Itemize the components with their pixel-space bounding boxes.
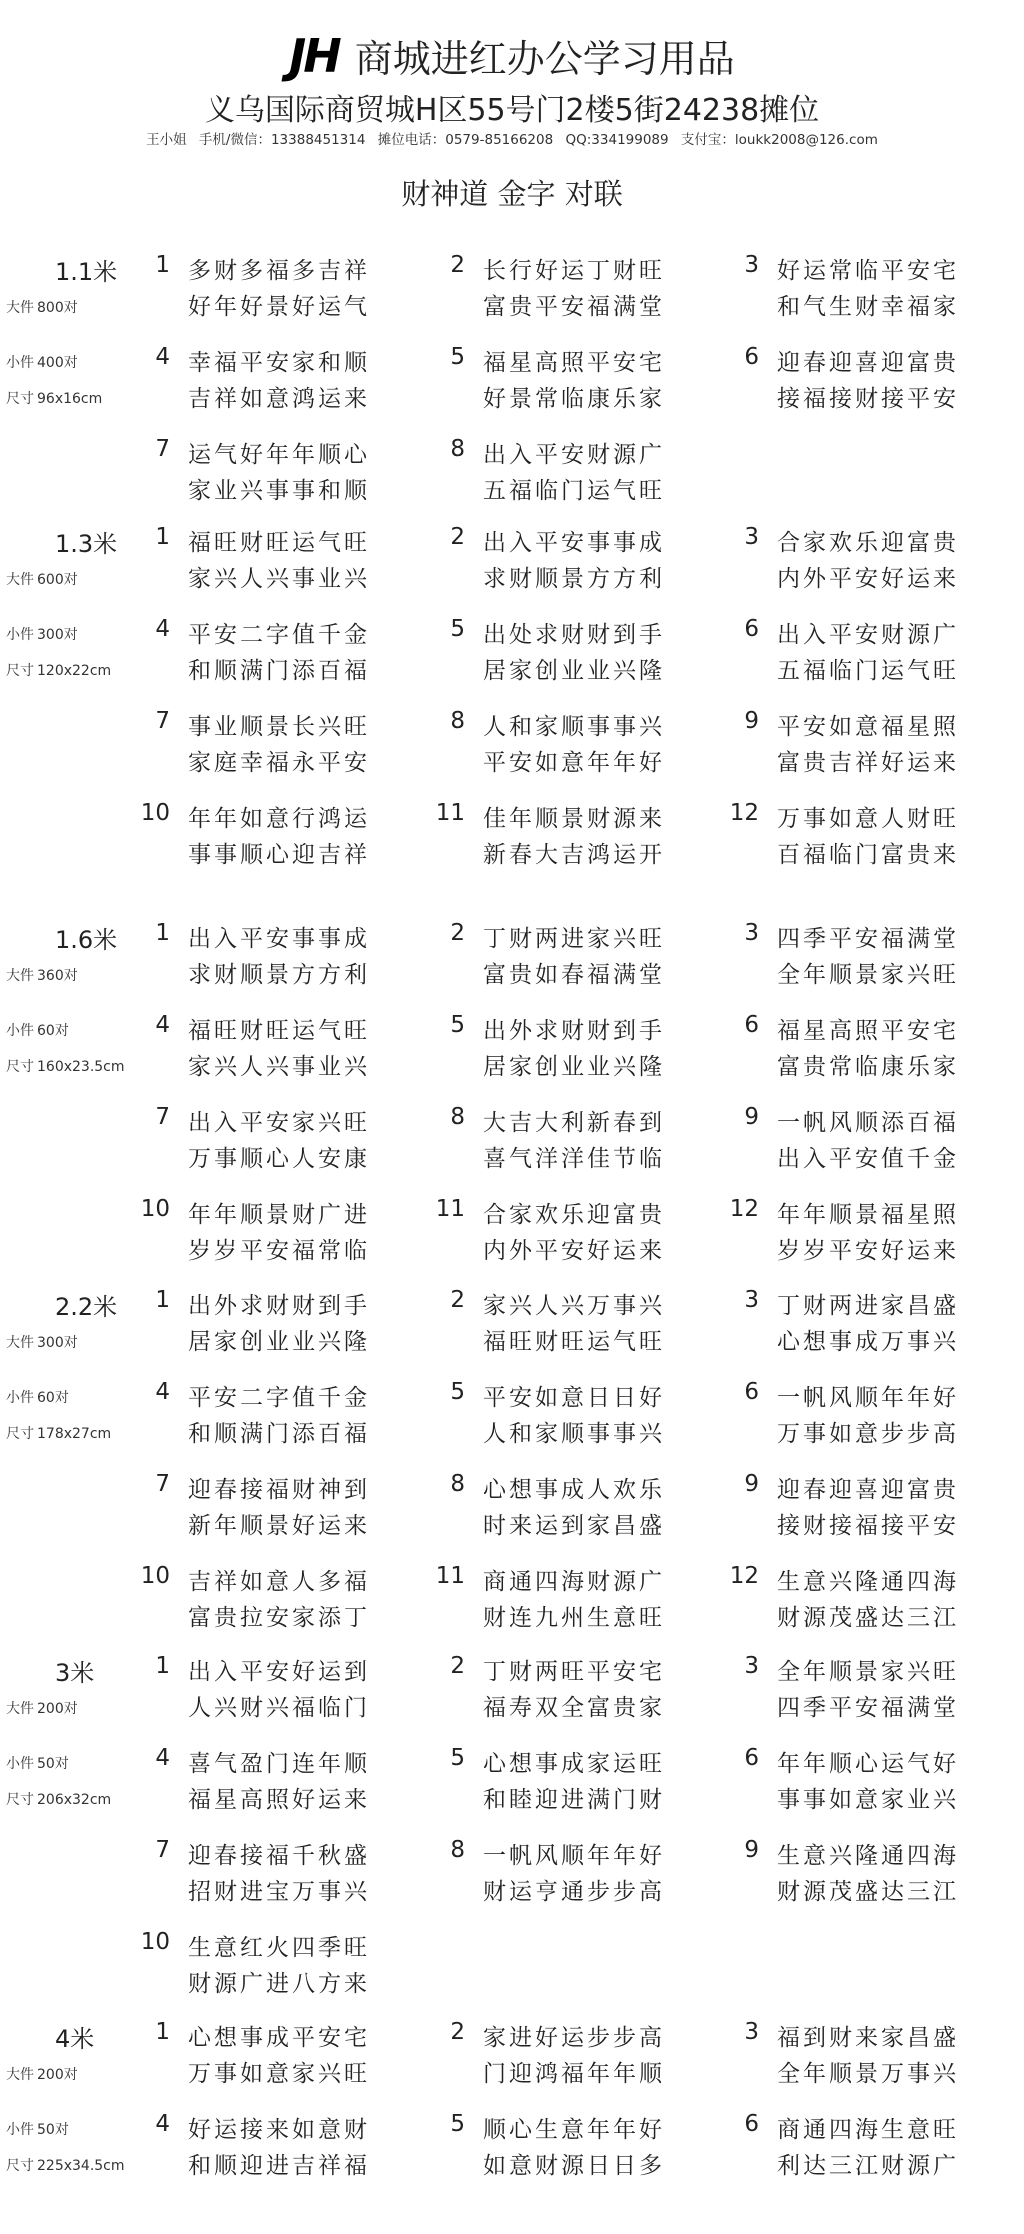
big-quantity-row: [6, 1698, 78, 1718]
shop-address: 义乌国际商贸城H区55号门2楼5街24238摊位: [204, 93, 820, 128]
couplet-number: 5: [450, 344, 465, 370]
small-quantity-label: 小件: [6, 2122, 34, 2138]
couplet-first-line: 好运常临平安宅: [777, 258, 959, 284]
couplet-first-line: 幸福平安家和顺: [188, 350, 370, 376]
couplet-number: 4: [155, 344, 170, 370]
couplet-first-line: 迎春迎喜迎富贵: [777, 350, 959, 376]
couplet-number: 2: [450, 524, 465, 550]
couplet-number: 8: [450, 1471, 465, 1497]
small-quantity-row: [6, 1387, 69, 1407]
dimension-label: 尺寸: [6, 1792, 34, 1808]
couplet-second-line: 家兴人兴事业兴: [188, 1054, 370, 1080]
couplet-number: 4: [155, 1379, 170, 1405]
couplet-number: 1: [155, 252, 170, 278]
couplet-first-line: 出外求财财到手: [483, 1018, 665, 1044]
couplet-number: 6: [744, 1379, 759, 1405]
dimension-row: [6, 388, 102, 408]
small-quantity-value: 400对: [37, 355, 78, 371]
dimension-value: 206x32cm: [37, 1792, 112, 1808]
couplet-second-line: 平安如意年年好: [483, 750, 665, 776]
couplet-second-line: 和顺满门添百福: [188, 1421, 370, 1447]
couplet-second-line: 万事顺心人安康: [188, 1146, 370, 1172]
couplet-second-line: 全年顺景万事兴: [777, 2061, 959, 2087]
couplet-second-line: 事事顺心迎吉祥: [188, 842, 370, 868]
couplet-second-line: 和睦迎进满门财: [483, 1787, 665, 1813]
couplet-first-line: 一帆风顺年年好: [777, 1385, 959, 1411]
page-header: [0, 0, 1024, 220]
small-quantity-row: [6, 1020, 69, 1040]
big-quantity-row: [6, 965, 78, 985]
couplet-first-line: 长行好运丁财旺: [483, 258, 665, 284]
couplet-number: 1: [155, 2019, 170, 2045]
couplet-first-line: 迎春接福财神到: [188, 1477, 370, 1503]
couplet-second-line: 财源茂盛达三江: [777, 1879, 959, 1905]
small-quantity-value: 60对: [37, 1390, 69, 1406]
couplet-first-line: 多财多福多吉祥: [188, 258, 370, 284]
small-quantity-row: [6, 2119, 69, 2139]
big-quantity-label: 大件: [6, 968, 34, 984]
couplet-second-line: 如意财源日日多: [483, 2153, 665, 2179]
dimension-value: 178x27cm: [37, 1426, 112, 1442]
big-quantity-label: 大件: [6, 2067, 34, 2083]
couplet-number: 7: [155, 1837, 170, 1863]
couplet-first-line: 生意兴隆通四海: [777, 1569, 959, 1595]
small-quantity-value: 50对: [37, 1756, 69, 1772]
couplet-number: 4: [155, 1012, 170, 1038]
couplet-first-line: 运气好年年顺心: [188, 442, 370, 468]
couplet-first-line: 出外求财财到手: [188, 1293, 370, 1319]
couplet-first-line: 佳年顺景财源来: [483, 806, 665, 832]
couplet-first-line: 丁财两进家昌盛: [777, 1293, 959, 1319]
couplet-second-line: 心想事成万事兴: [777, 1329, 959, 1355]
couplet-first-line: 年年顺心运气好: [777, 1751, 959, 1777]
couplet-first-line: 福星高照平安宅: [483, 350, 665, 376]
couplet-second-line: 和气生财幸福家: [777, 294, 959, 320]
document-title: 财神道 金字 对联: [401, 177, 623, 211]
couplet-second-line: 内外平安好运来: [777, 566, 959, 592]
couplet-first-line: 平安如意福星照: [777, 714, 959, 740]
brand-row: [0, 28, 1024, 83]
small-quantity-label: 小件: [6, 627, 34, 643]
couplet-second-line: 出入平安值千金: [777, 1146, 959, 1172]
contact-line: [0, 128, 1024, 148]
couplet-number: 8: [450, 1104, 465, 1130]
couplet-second-line: 事事如意家业兴: [777, 1787, 959, 1813]
couplet-second-line: 五福临门运气旺: [483, 478, 665, 504]
couplet-second-line: 利达三江财源广: [777, 2153, 959, 2179]
dimension-row: [6, 660, 111, 680]
couplet-first-line: 生意兴隆通四海: [777, 1843, 959, 1869]
big-quantity-label: 大件: [6, 1335, 34, 1351]
couplet-number: 2: [450, 2019, 465, 2045]
couplet-second-line: 家庭幸福永平安: [188, 750, 370, 776]
couplet-number: 5: [450, 2111, 465, 2137]
couplet-number: 1: [155, 920, 170, 946]
couplet-second-line: 福寿双全富贵家: [483, 1695, 665, 1721]
couplet-second-line: 招财进宝万事兴: [188, 1879, 370, 1905]
couplet-first-line: 心想事成家运旺: [483, 1751, 665, 1777]
couplet-second-line: 人兴财兴福临门: [188, 1695, 370, 1721]
couplet-number: 7: [155, 436, 170, 462]
couplet-second-line: 富贵常临康乐家: [777, 1054, 959, 1080]
couplet-second-line: 和顺迎进吉祥福: [188, 2153, 370, 2179]
dimension-label: 尺寸: [6, 1426, 34, 1442]
couplet-number: 11: [435, 800, 465, 826]
couplet-number: 1: [155, 1287, 170, 1313]
couplet-first-line: 大吉大利新春到: [483, 1110, 665, 1136]
couplet-first-line: 事业顺景长兴旺: [188, 714, 370, 740]
dimension-row: [6, 1423, 111, 1443]
couplet-number: 9: [744, 1104, 759, 1130]
couplet-number: 5: [450, 1012, 465, 1038]
couplet-number: 3: [744, 524, 759, 550]
couplet-first-line: 出入平安事事成: [483, 530, 665, 556]
couplet-second-line: 新春大吉鸿运开: [483, 842, 665, 868]
couplet-second-line: 万事如意家兴旺: [188, 2061, 370, 2087]
big-quantity-label: 大件: [6, 300, 34, 316]
couplet-first-line: 吉祥如意人多福: [188, 1569, 370, 1595]
couplet-first-line: 万事如意人财旺: [777, 806, 959, 832]
couplet-second-line: 新年顺景好运来: [188, 1513, 370, 1539]
small-quantity-value: 300对: [37, 627, 78, 643]
couplet-number: 5: [450, 616, 465, 642]
couplet-first-line: 家进好运步步高: [483, 2025, 665, 2051]
couplet-second-line: 富贵吉祥好运来: [777, 750, 959, 776]
couplet-second-line: 岁岁平安福常临: [188, 1238, 370, 1264]
couplet-first-line: 丁财两进家兴旺: [483, 926, 665, 952]
couplet-first-line: 顺心生意年年好: [483, 2117, 665, 2143]
couplet-first-line: 出入平安事事成: [188, 926, 370, 952]
couplet-first-line: 年年顺景福星照: [777, 1202, 959, 1228]
couplet-number: 3: [744, 2019, 759, 2045]
couplet-second-line: 求财顺景方方利: [483, 566, 665, 592]
couplet-number: 2: [450, 252, 465, 278]
couplet-first-line: 丁财两旺平安宅: [483, 1659, 665, 1685]
big-quantity-row: [6, 2064, 78, 2084]
big-quantity-label: 大件: [6, 572, 34, 588]
couplet-number: 12: [729, 1196, 759, 1222]
couplet-second-line: 求财顺景方方利: [188, 962, 370, 988]
couplet-number: 7: [155, 1104, 170, 1130]
couplet-number: 2: [450, 1653, 465, 1679]
big-quantity-label: 大件: [6, 1701, 34, 1717]
couplet-number: 3: [744, 252, 759, 278]
couplet-number: 4: [155, 1745, 170, 1771]
couplet-number: 4: [155, 2111, 170, 2137]
couplet-number: 6: [744, 1745, 759, 1771]
couplet-number: 5: [450, 1745, 465, 1771]
couplet-first-line: 出入平安家兴旺: [188, 1110, 370, 1136]
contact-qq: QQ:334199089: [565, 132, 669, 148]
small-quantity-label: 小件: [6, 1023, 34, 1039]
couplet-number: 6: [744, 1012, 759, 1038]
couplet-second-line: 财源广进八方来: [188, 1971, 370, 1997]
couplet-first-line: 迎春迎喜迎富贵: [777, 1477, 959, 1503]
couplet-number: 8: [450, 436, 465, 462]
couplet-second-line: 家兴人兴事业兴: [188, 566, 370, 592]
couplet-number: 10: [140, 1929, 170, 1955]
couplet-number: 1: [155, 1653, 170, 1679]
big-quantity-value: 300对: [37, 1335, 78, 1351]
section-size-title: 1.3米: [55, 530, 118, 558]
couplet-first-line: 商通四海生意旺: [777, 2117, 959, 2143]
couplet-second-line: 四季平安福满堂: [777, 1695, 959, 1721]
couplet-number: 2: [450, 920, 465, 946]
couplet-number: 11: [435, 1563, 465, 1589]
couplet-second-line: 喜气洋洋佳节临: [483, 1146, 665, 1172]
couplet-number: 1: [155, 524, 170, 550]
couplet-first-line: 四季平安福满堂: [777, 926, 959, 952]
couplet-number: 7: [155, 1471, 170, 1497]
couplet-second-line: 全年顺景家兴旺: [777, 962, 959, 988]
couplet-first-line: 合家欢乐迎富贵: [483, 1202, 665, 1228]
couplet-second-line: 和顺满门添百福: [188, 658, 370, 684]
section-size-title: 1.6米: [55, 926, 118, 954]
couplet-number: 10: [140, 800, 170, 826]
couplet-second-line: 福旺财旺运气旺: [483, 1329, 665, 1355]
dimension-value: 160x23.5cm: [37, 1059, 125, 1075]
couplet-number: 2: [450, 1287, 465, 1313]
section-size-title: 4米: [55, 2025, 95, 2053]
couplet-second-line: 人和家顺事事兴: [483, 1421, 665, 1447]
brand-logo: JH: [289, 28, 339, 83]
couplet-second-line: 居家创业业兴隆: [483, 1054, 665, 1080]
couplet-second-line: 福星高照好运来: [188, 1787, 370, 1813]
couplet-first-line: 心想事成平安宅: [188, 2025, 370, 2051]
couplet-first-line: 商通四海财源广: [483, 1569, 665, 1595]
couplet-number: 8: [450, 708, 465, 734]
dimension-value: 225x34.5cm: [37, 2158, 125, 2174]
couplet-second-line: 好景常临康乐家: [483, 386, 665, 412]
couplet-first-line: 生意红火四季旺: [188, 1935, 370, 1961]
couplet-number: 3: [744, 1653, 759, 1679]
couplet-second-line: 五福临门运气旺: [777, 658, 959, 684]
dimension-row: [6, 1056, 125, 1076]
section-size-title: 2.2米: [55, 1293, 118, 1321]
dimension-label: 尺寸: [6, 1059, 34, 1075]
big-quantity-row: [6, 1332, 78, 1352]
contact-stall-phone: 摊位电话：0579-85166208: [377, 132, 554, 148]
couplet-second-line: 富贵平安福满堂: [483, 294, 665, 320]
couplet-second-line: 富贵拉安家添丁: [188, 1605, 370, 1631]
couplet-first-line: 迎春接福千秋盛: [188, 1843, 370, 1869]
shop-name: 商城进红办公学习用品: [354, 37, 735, 81]
couplet-second-line: 居家创业业兴隆: [483, 658, 665, 684]
small-quantity-row: [6, 1753, 69, 1773]
dimension-value: 120x22cm: [37, 663, 112, 679]
couplet-second-line: 门迎鸿福年年顺: [483, 2061, 665, 2087]
dimension-value: 96x16cm: [37, 391, 103, 407]
couplet-number: 3: [744, 1287, 759, 1313]
big-quantity-value: 200对: [37, 1701, 78, 1717]
couplet-first-line: 一帆风顺添百福: [777, 1110, 959, 1136]
couplet-first-line: 一帆风顺年年好: [483, 1843, 665, 1869]
dimension-label: 尺寸: [6, 391, 34, 407]
couplet-number: 11: [435, 1196, 465, 1222]
couplet-number: 12: [729, 800, 759, 826]
couplet-second-line: 百福临门富贵来: [777, 842, 959, 868]
couplet-number: 12: [729, 1563, 759, 1589]
couplet-first-line: 出入平安财源广: [483, 442, 665, 468]
couplet-number: 3: [744, 920, 759, 946]
couplet-second-line: 万事如意步步高: [777, 1421, 959, 1447]
couplet-first-line: 出入平安财源广: [777, 622, 959, 648]
big-quantity-value: 600对: [37, 572, 78, 588]
contact-mobile: 手机/微信：13388451314: [198, 132, 366, 148]
couplet-first-line: 福旺财旺运气旺: [188, 530, 370, 556]
dimension-row: [6, 1789, 111, 1809]
dimension-label: 尺寸: [6, 2158, 34, 2174]
couplet-second-line: 接财接福接平安: [777, 1513, 959, 1539]
couplet-second-line: 岁岁平安好运来: [777, 1238, 959, 1264]
couplet-number: 8: [450, 1837, 465, 1863]
dimension-label: 尺寸: [6, 663, 34, 679]
couplet-first-line: 福旺财旺运气旺: [188, 1018, 370, 1044]
couplet-second-line: 财连九州生意旺: [483, 1605, 665, 1631]
couplet-first-line: 全年顺景家兴旺: [777, 1659, 959, 1685]
couplet-second-line: 富贵如春福满堂: [483, 962, 665, 988]
couplet-number: 6: [744, 616, 759, 642]
couplet-first-line: 心想事成人欢乐: [483, 1477, 665, 1503]
couplet-number: 9: [744, 1837, 759, 1863]
couplet-second-line: 时来运到家昌盛: [483, 1513, 665, 1539]
couplet-first-line: 平安如意日日好: [483, 1385, 665, 1411]
contact-alipay: 支付宝：loukk2008@126.com: [680, 132, 878, 148]
small-quantity-row: [6, 352, 78, 372]
couplet-second-line: 财源茂盛达三江: [777, 1605, 959, 1631]
couplet-first-line: 平安二字值千金: [188, 622, 370, 648]
big-quantity-value: 360对: [37, 968, 78, 984]
couplet-second-line: 家业兴事事和顺: [188, 478, 370, 504]
section-size-title: 1.1米: [55, 258, 118, 286]
big-quantity-value: 800对: [37, 300, 78, 316]
couplet-first-line: 喜气盈门连年顺: [188, 1751, 370, 1777]
couplet-first-line: 福到财来家昌盛: [777, 2025, 959, 2051]
small-quantity-row: [6, 624, 78, 644]
couplet-first-line: 出处求财财到手: [483, 622, 665, 648]
couplet-number: 6: [744, 344, 759, 370]
big-quantity-row: [6, 569, 78, 589]
couplet-first-line: 福星高照平安宅: [777, 1018, 959, 1044]
big-quantity-value: 200对: [37, 2067, 78, 2083]
dimension-row: [6, 2155, 125, 2175]
couplet-second-line: 好年好景好运气: [188, 294, 370, 320]
couplet-number: 7: [155, 708, 170, 734]
couplet-second-line: 内外平安好运来: [483, 1238, 665, 1264]
couplet-first-line: 出入平安好运到: [188, 1659, 370, 1685]
section-size-title: 3米: [55, 1659, 95, 1687]
couplet-first-line: 人和家顺事事兴: [483, 714, 665, 740]
couplet-number: 10: [140, 1563, 170, 1589]
small-quantity-value: 60对: [37, 1023, 69, 1039]
couplet-first-line: 合家欢乐迎富贵: [777, 530, 959, 556]
couplet-first-line: 好运接来如意财: [188, 2117, 370, 2143]
couplet-second-line: 吉祥如意鸿运来: [188, 386, 370, 412]
big-quantity-row: [6, 297, 78, 317]
contact-person: 王小姐: [146, 132, 187, 148]
couplet-number: 9: [744, 708, 759, 734]
couplet-second-line: 接福接财接平安: [777, 386, 959, 412]
couplet-first-line: 家兴人兴万事兴: [483, 1293, 665, 1319]
small-quantity-value: 50对: [37, 2122, 69, 2138]
couplet-number: 4: [155, 616, 170, 642]
small-quantity-label: 小件: [6, 1756, 34, 1772]
couplet-second-line: 居家创业业兴隆: [188, 1329, 370, 1355]
small-quantity-label: 小件: [6, 1390, 34, 1406]
couplet-second-line: 财运亨通步步高: [483, 1879, 665, 1905]
couplet-first-line: 平安二字值千金: [188, 1385, 370, 1411]
couplet-first-line: 年年顺景财广进: [188, 1202, 370, 1228]
couplet-number: 10: [140, 1196, 170, 1222]
couplet-number: 6: [744, 2111, 759, 2137]
couplet-number: 9: [744, 1471, 759, 1497]
small-quantity-label: 小件: [6, 355, 34, 371]
couplet-first-line: 年年如意行鸿运: [188, 806, 370, 832]
couplet-number: 5: [450, 1379, 465, 1405]
